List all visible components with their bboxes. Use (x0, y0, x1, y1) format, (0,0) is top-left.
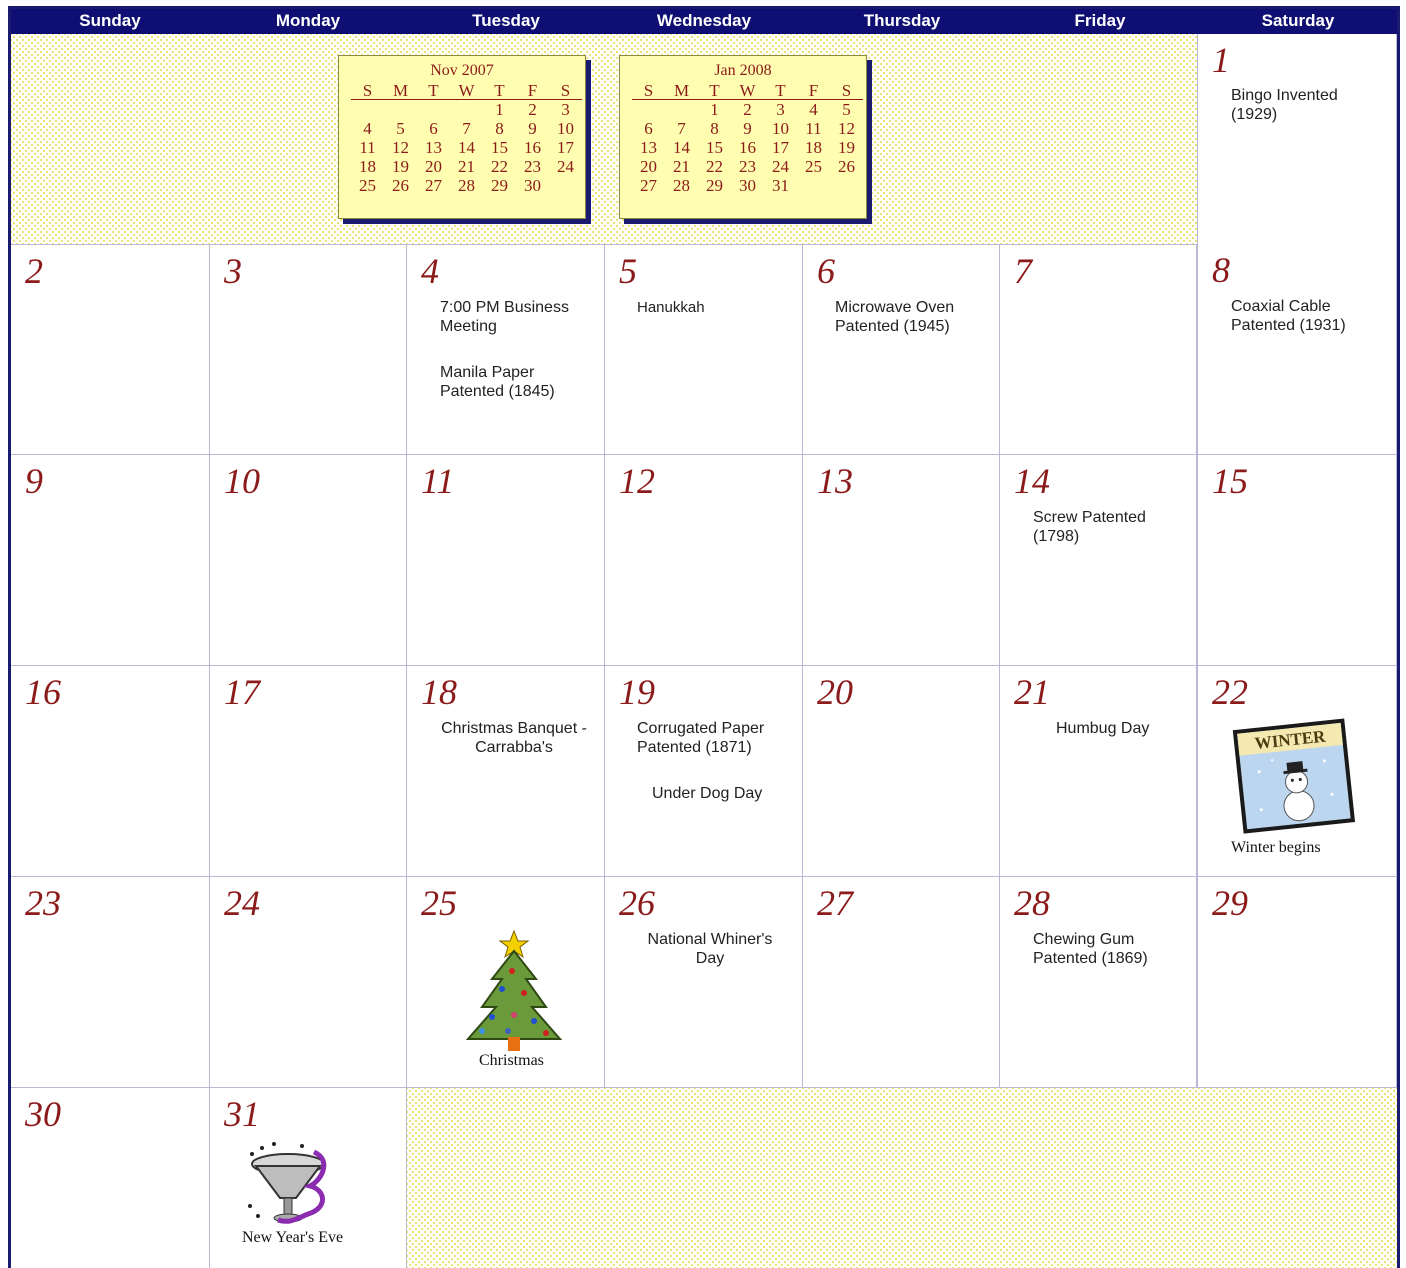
mini-calendar-grid (351, 81, 582, 195)
mini-day: 24 (557, 157, 574, 176)
mini-day (665, 100, 698, 119)
day-number: 17 (224, 672, 260, 712)
event-text[interactable]: Bingo Invented (1929) (1231, 87, 1338, 123)
day-cell[interactable] (407, 455, 605, 666)
day-number: 16 (25, 672, 61, 712)
mini-day: 9 (743, 119, 752, 138)
mini-dow: M (673, 81, 690, 100)
mini-day: 20 (425, 157, 442, 176)
mini-dow: S (841, 81, 852, 100)
day-cell[interactable] (1197, 877, 1397, 1088)
event-caption[interactable]: Winter begins (1231, 839, 1321, 856)
mini-day: 9 (528, 119, 537, 138)
day-cell[interactable] (605, 666, 803, 877)
day-number: 9 (25, 461, 43, 501)
mini-day: 30 (739, 176, 756, 195)
day-number: 1 (1212, 40, 1230, 80)
day-number: 3 (224, 251, 242, 291)
mini-day: 17 (772, 138, 789, 157)
mini-dow: S (560, 81, 571, 100)
mini-day: 15 (706, 138, 723, 157)
weekday-wednesday: Wednesday (656, 11, 752, 30)
event-caption[interactable]: Christmas (479, 1052, 544, 1069)
day-cell[interactable] (1000, 244, 1197, 455)
day-number: 22 (1212, 672, 1248, 712)
mini-day: 14 (458, 138, 475, 157)
mini-calendar-prev[interactable] (338, 55, 586, 219)
snowman-icon (1230, 718, 1360, 836)
day-number: 2 (25, 251, 43, 291)
mini-day: 2 (743, 100, 752, 119)
mini-day: 23 (524, 157, 541, 176)
empty-days-top (11, 34, 1197, 244)
winter-sign-text: WINTER (1253, 726, 1327, 753)
day-cell[interactable] (407, 244, 605, 455)
event-text[interactable]: Manila Paper Patented (1845) (440, 364, 555, 400)
event-text[interactable]: Christmas Banquet - Carrabba's (441, 720, 587, 756)
mini-day: 6 (429, 119, 438, 138)
mini-day: 25 (359, 176, 376, 195)
day-number: 26 (619, 883, 655, 923)
mini-day (450, 100, 483, 119)
day-cell[interactable] (605, 877, 803, 1088)
mini-dow: T (709, 81, 720, 100)
mini-day: 18 (805, 138, 822, 157)
day-number: 15 (1212, 461, 1248, 501)
mini-day: 22 (706, 157, 723, 176)
mini-day: 5 (396, 119, 405, 138)
event-text[interactable]: Hanukkah (637, 299, 705, 316)
mini-calendar-title: Nov 2007 (430, 62, 494, 79)
day-number: 21 (1014, 672, 1050, 712)
mini-day: 13 (425, 138, 442, 157)
mini-day: 2 (528, 100, 537, 119)
day-cell[interactable] (407, 877, 605, 1088)
day-number: 27 (817, 883, 853, 923)
mini-day: 19 (392, 157, 409, 176)
mini-day: 28 (673, 176, 690, 195)
day-number: 4 (421, 251, 439, 291)
mini-day: 4 (363, 119, 372, 138)
mini-day: 26 (392, 176, 409, 195)
day-number: 12 (619, 461, 655, 501)
mini-day: 27 (640, 176, 657, 195)
mini-day: 4 (809, 100, 818, 119)
day-cell[interactable] (11, 455, 210, 666)
weekday-monday: Monday (275, 11, 341, 30)
mini-day: 29 (706, 176, 723, 195)
weekday-sunday: Sunday (79, 11, 141, 30)
mini-day: 30 (524, 176, 541, 195)
day-number: 24 (224, 883, 260, 923)
event-text[interactable]: Corrugated Paper Patented (1871) (637, 720, 765, 756)
day-cell[interactable] (1000, 666, 1197, 877)
event-text[interactable]: Humbug Day (1056, 720, 1150, 737)
mini-day: 5 (842, 100, 851, 119)
mini-day: 26 (838, 157, 855, 176)
mini-day: 28 (458, 176, 475, 195)
mini-day: 1 (710, 100, 719, 119)
mini-day: 25 (805, 157, 822, 176)
mini-dow: W (739, 81, 756, 100)
mini-day: 20 (640, 157, 657, 176)
event-caption[interactable]: New Year's Eve (242, 1229, 344, 1246)
mini-dow: S (362, 81, 373, 100)
day-cell[interactable] (1197, 244, 1397, 455)
mini-day: 29 (491, 176, 508, 195)
mini-day: 16 (739, 138, 756, 157)
mini-day: 8 (710, 119, 719, 138)
mini-day: 7 (462, 119, 471, 138)
day-cell[interactable] (11, 877, 210, 1088)
mini-day: 3 (776, 100, 785, 119)
mini-dow: W (458, 81, 475, 100)
mini-day: 11 (805, 119, 822, 138)
day-cell[interactable] (1197, 455, 1397, 666)
mini-day: 12 (392, 138, 409, 157)
mini-day: 3 (561, 100, 570, 119)
day-cell[interactable] (210, 666, 407, 877)
day-cell[interactable] (605, 455, 803, 666)
day-cell[interactable] (803, 455, 1000, 666)
mini-dow: T (494, 81, 505, 100)
day-cell[interactable] (210, 1088, 407, 1268)
mini-day (384, 100, 417, 119)
day-number: 31 (224, 1094, 260, 1134)
mini-day: 14 (673, 138, 690, 157)
mini-day: 22 (491, 157, 508, 176)
mini-day: 19 (838, 138, 855, 157)
christmas-tree-icon (462, 927, 566, 1053)
day-cell[interactable] (605, 244, 803, 455)
party-hat-icon (244, 1140, 334, 1230)
day-number: 23 (25, 883, 61, 923)
mini-day: 15 (491, 138, 508, 157)
weekday-tuesday: Tuesday (472, 11, 540, 30)
day-number: 6 (817, 251, 835, 291)
mini-day: 21 (458, 157, 475, 176)
day-number: 19 (619, 672, 655, 712)
weekday-saturday: Saturday (1261, 11, 1335, 30)
weekday-thursday: Thursday (863, 11, 941, 30)
day-cell[interactable] (1000, 455, 1197, 666)
mini-dow: S (643, 81, 654, 100)
mini-day: 8 (495, 119, 504, 138)
mini-day: 11 (359, 138, 376, 157)
day-cell[interactable] (210, 877, 407, 1088)
day-number: 20 (817, 672, 853, 712)
mini-day: 7 (677, 119, 686, 138)
mini-day: 10 (772, 119, 789, 138)
event-text[interactable]: Under Dog Day (652, 785, 763, 802)
day-cell[interactable] (407, 666, 605, 877)
day-number: 30 (25, 1094, 61, 1134)
day-cell[interactable] (803, 877, 1000, 1088)
mini-day: 18 (359, 157, 376, 176)
mini-day: 21 (673, 157, 690, 176)
weekday-friday: Friday (1074, 11, 1126, 30)
day-cell[interactable] (210, 455, 407, 666)
mini-day: 16 (524, 138, 541, 157)
day-number: 29 (1212, 883, 1248, 923)
mini-dow: M (392, 81, 409, 100)
mini-day: 23 (739, 157, 756, 176)
day-number: 7 (1014, 251, 1032, 291)
mini-day: 12 (838, 119, 855, 138)
day-cell[interactable] (11, 666, 210, 877)
day-cell[interactable] (1000, 877, 1197, 1088)
event-text[interactable]: National Whiner's Day (647, 931, 773, 967)
day-number: 5 (619, 251, 637, 291)
mini-day (797, 176, 830, 195)
mini-day: 31 (772, 176, 789, 195)
mini-day: 17 (557, 138, 574, 157)
day-number: 25 (421, 883, 457, 923)
day-cell[interactable] (803, 666, 1000, 877)
mini-day (830, 176, 863, 195)
event-text[interactable]: 7:00 PM Business Meeting (440, 299, 569, 335)
mini-calendar-next[interactable] (619, 55, 867, 219)
event-text[interactable]: Chewing Gum Patented (1869) (1033, 931, 1148, 967)
event-text[interactable]: Microwave Oven Patented (1945) (835, 299, 955, 335)
mini-dow: F (808, 81, 819, 100)
mini-calendar-title: Jan 2008 (714, 62, 772, 79)
event-text[interactable]: Coaxial Cable Patented (1931) (1231, 298, 1346, 334)
day-cell[interactable] (1197, 666, 1397, 877)
mini-dow: F (527, 81, 538, 100)
mini-day: 10 (557, 119, 574, 138)
day-number: 28 (1014, 883, 1050, 923)
day-number: 18 (421, 672, 457, 712)
day-number: 13 (817, 461, 853, 501)
mini-day (549, 176, 582, 195)
day-cell[interactable] (210, 244, 407, 455)
mini-dow: T (775, 81, 786, 100)
mini-day (351, 100, 384, 119)
empty-days-bottom (407, 1088, 1397, 1268)
mini-day (632, 100, 665, 119)
event-text[interactable]: Screw Patented (1798) (1033, 509, 1146, 545)
mini-calendar-grid (632, 81, 863, 195)
mini-day: 13 (640, 138, 657, 157)
weekday-header (11, 9, 1397, 34)
day-number: 10 (224, 461, 260, 501)
mini-day: 6 (644, 119, 653, 138)
mini-day: 24 (772, 157, 789, 176)
mini-day: 1 (495, 100, 504, 119)
mini-dow: T (428, 81, 439, 100)
mini-day (417, 100, 450, 119)
mini-day: 27 (425, 176, 442, 195)
day-number: 14 (1014, 461, 1050, 501)
day-number: 8 (1212, 250, 1230, 290)
day-cell[interactable] (1197, 34, 1397, 245)
day-cell[interactable] (11, 1088, 210, 1268)
day-number: 11 (421, 461, 455, 501)
day-cell[interactable] (11, 244, 210, 455)
day-cell[interactable] (803, 244, 1000, 455)
